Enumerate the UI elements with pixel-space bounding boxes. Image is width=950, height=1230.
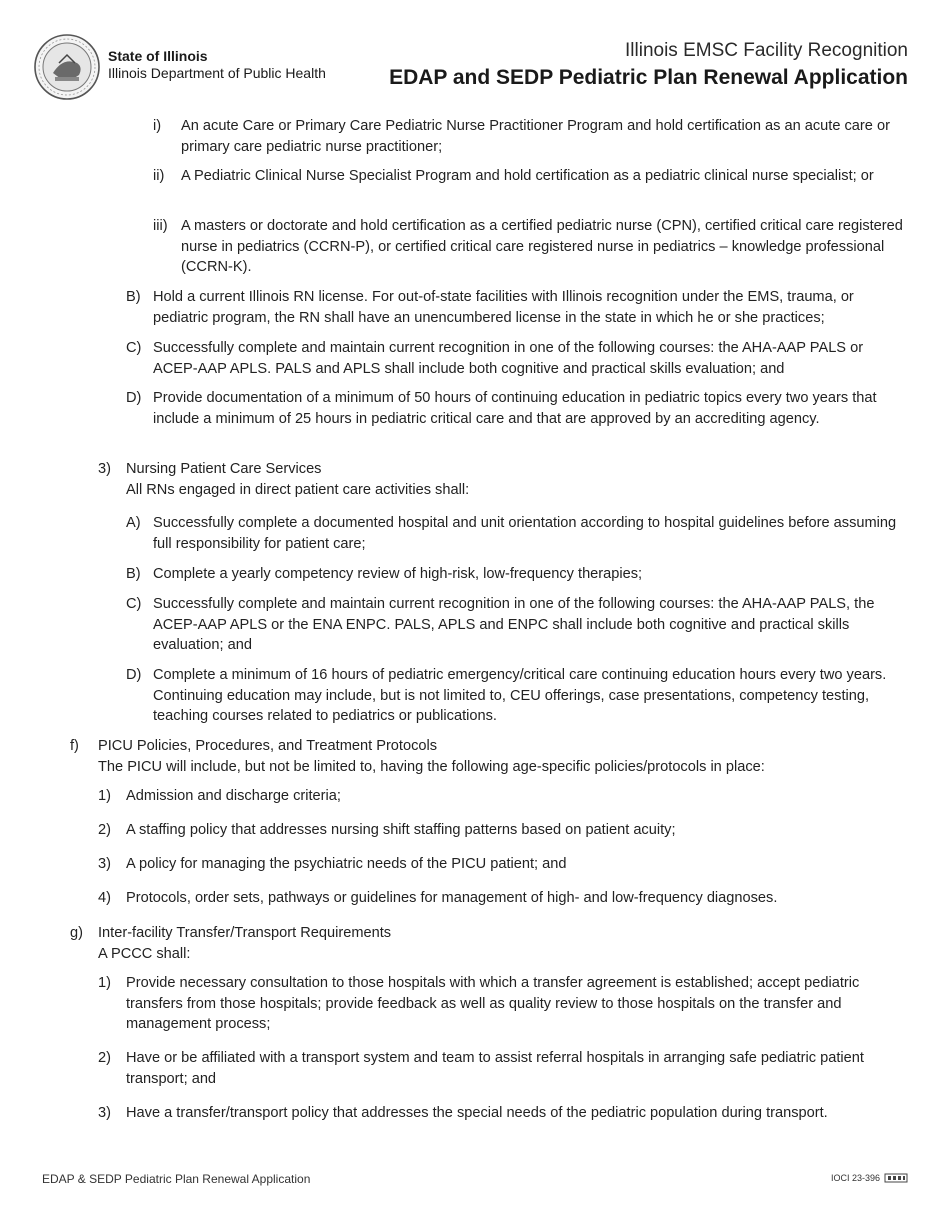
list-marker: B): [126, 289, 141, 305]
list-marker: 3): [98, 1105, 111, 1121]
list-marker: iii): [153, 218, 168, 234]
list-marker: 1): [98, 975, 111, 991]
list-text: A staffing policy that addresses nursing shift staffing patterns based on patient acuity;: [126, 822, 676, 838]
list-marker: C): [126, 340, 142, 356]
list-marker: g): [70, 925, 83, 941]
page-title: EDAP and SEDP Pediatric Plan Renewal Application: [389, 66, 908, 89]
footer-code-block: [831, 1173, 908, 1183]
list-marker: ii): [153, 168, 165, 184]
agency-block: [108, 48, 326, 82]
department-name: Illinois Department of Public Health: [108, 65, 326, 81]
footer-document-name: EDAP & SEDP Pediatric Plan Renewal Application: [42, 1172, 311, 1186]
list-text: Successfully complete and maintain current recognition in one of the following courses: the AHA-AAP PALS, the ACEP-AAP APLS or the ENA ENPC. PALS, APLS and ENPC shall include both cognitive and practical skills evaluation; and: [153, 596, 875, 654]
title-block: [389, 40, 908, 91]
list-marker: D): [126, 667, 142, 683]
list-marker: 3): [98, 856, 111, 872]
list-text: Have a transfer/transport policy that addresses the special needs of the pediatric population during transport.: [126, 1105, 828, 1121]
list-marker: f): [70, 738, 79, 754]
list-text: Nursing Patient Care Services All RNs engaged in direct patient care activities shall:: [126, 461, 470, 498]
list-marker: 4): [98, 890, 111, 906]
list-text: Complete a yearly competency review of high-risk, low-frequency therapies;: [153, 566, 643, 582]
list-text: Protocols, order sets, pathways or guidelines for management of high- and low-frequency diagnoses.: [126, 890, 778, 906]
list-text: A policy for managing the psychiatric needs of the PICU patient; and: [126, 856, 567, 872]
list-marker: C): [126, 596, 142, 612]
list-marker: i): [153, 118, 162, 134]
list-text: Admission and discharge criteria;: [126, 788, 341, 804]
list-text: A masters or doctorate and hold certification as a certified pediatric nurse (CPN), certified critical care registered nurse in pediatrics (CCRN-P), or certified critical care registered nurse in pediatrics – knowledge professional (CCRN-K).: [181, 218, 903, 276]
print-logo-icon: [884, 1173, 908, 1183]
list-marker: B): [126, 566, 141, 582]
list-text: Provide necessary consultation to those hospitals with which a transfer agreement is established; accept pediatric transfers from those hospitals; provide feedback as well as quality review to those hospitals on the transfer and management process;: [126, 975, 860, 1033]
list-marker: 2): [98, 822, 111, 838]
page-header: [0, 0, 950, 110]
list-text: An acute Care or Primary Care Pediatric Nurse Practitioner Program and hold certification as an acute care or primary care pediatric nurse practitioner;: [181, 118, 890, 155]
list-text: Have or be affiliated with a transport system and team to assist referral hospitals in arranging safe pediatric patient transport; and: [126, 1050, 864, 1087]
state-seal-icon: [33, 33, 101, 101]
list-marker: 1): [98, 788, 111, 804]
state-name: State of Illinois: [108, 48, 208, 64]
list-text: Successfully complete a documented hospital and unit orientation according to hospital guidelines before assuming full responsibility for patient care;: [153, 515, 897, 552]
list-marker: A): [126, 515, 141, 531]
list-marker: D): [126, 390, 142, 406]
list-marker: 3): [98, 461, 111, 477]
list-text: A Pediatric Clinical Nurse Specialist Program and hold certification as a pediatric clinical nurse specialist; or: [181, 168, 874, 184]
list-text: Successfully complete and maintain current recognition in one of the following courses: the AHA-AAP PALS or ACEP-AAP APLS. PALS and APLS shall include both cognitive and practical skills evaluation; and: [153, 340, 864, 377]
page-subtitle: Illinois EMSC Facility Recognition: [625, 40, 908, 61]
list-marker: 2): [98, 1050, 111, 1066]
list-text: Hold a current Illinois RN license. For out-of-state facilities with Illinois recognition under the EMS, trauma, or pediatric program, the RN shall have an unencumbered license in the state in which he or she practices;: [153, 289, 854, 326]
footer-form-code: IOCI 23-396: [830, 1173, 880, 1183]
list-text: Inter-facility Transfer/Transport Requirements A PCCC shall:: [98, 925, 392, 962]
list-text: Provide documentation of a minimum of 50 hours of continuing education in pediatric topics every two years that include a minimum of 25 hours in pediatric critical care and that are approved by an accrediting agency.: [153, 390, 877, 427]
list-text: PICU Policies, Procedures, and Treatment Protocols The PICU will include, but not be limited to, having the following age-specific policies/protocols in place:: [98, 738, 765, 775]
list-text: Complete a minimum of 16 hours of pediatric emergency/critical care continuing education hours every two years. Continuing education may include, but is not limited to, CEU offerings, case presentations, competency testing, teaching courses related to pediatrics or publications.: [153, 667, 887, 725]
